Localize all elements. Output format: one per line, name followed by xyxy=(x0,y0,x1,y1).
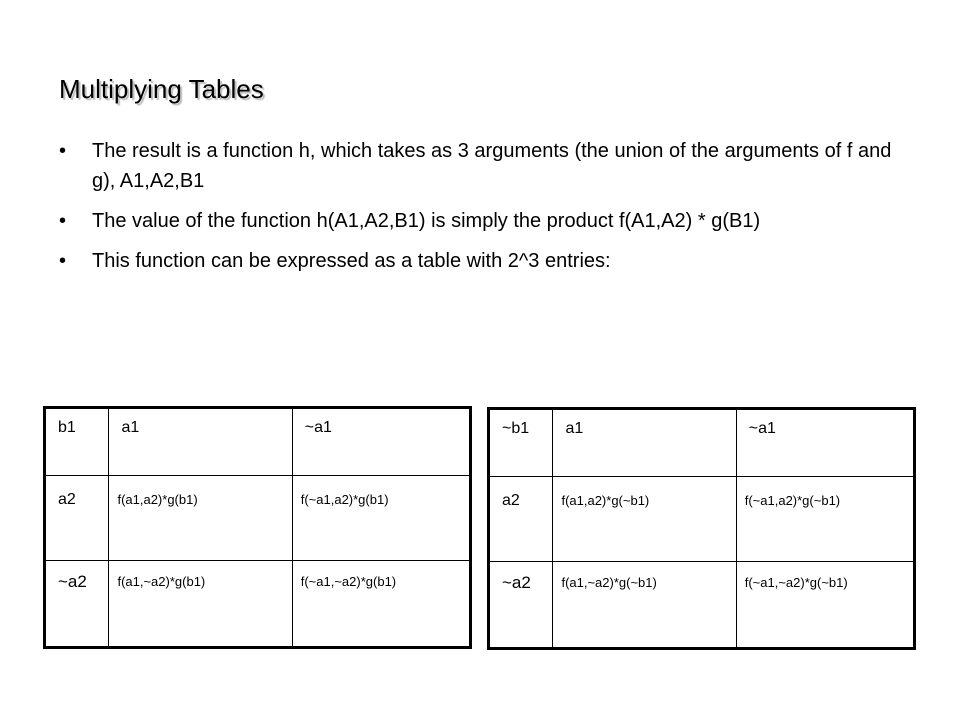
table-cell: f(a1,a2)*g(~b1) xyxy=(553,477,736,562)
bullet-marker: • xyxy=(59,250,67,272)
table-cell: f(~a1,a2)*g(~b1) xyxy=(736,477,914,562)
table-cell: f(~a1,~a2)*g(b1) xyxy=(292,561,470,648)
table-row xyxy=(45,476,471,561)
table-cell: f(a1,a2)*g(b1) xyxy=(109,476,292,561)
table-corner-cell: b1 xyxy=(45,408,109,476)
bullet-item xyxy=(59,206,919,236)
table-cell: f(~a1,~a2)*g(~b1) xyxy=(736,562,914,649)
table-cell: f(a1,~a2)*g(~b1) xyxy=(553,562,736,649)
table-header-row xyxy=(45,408,471,476)
column-header-cell: a1 xyxy=(553,409,736,477)
table-row xyxy=(489,562,915,649)
row-header-cell: a2 xyxy=(45,476,109,561)
product-table-not-b1 xyxy=(487,407,916,650)
column-header-cell: a1 xyxy=(109,408,292,476)
row-header-cell: a2 xyxy=(489,477,553,562)
row-header-cell: ~a2 xyxy=(45,561,109,648)
bullet-item xyxy=(59,246,919,276)
table-cell: f(a1,~a2)*g(b1) xyxy=(109,561,292,648)
bullet-text: The value of the function h(A1,A2,B1) is simply the product f(A1,A2) * g(B1) xyxy=(92,210,761,232)
bullet-marker: • xyxy=(59,210,67,232)
row-header-cell: ~a2 xyxy=(489,562,553,649)
bullet-text: This function can be expressed as a table with 2^3 entries: xyxy=(92,250,611,272)
column-header-cell: ~a1 xyxy=(292,408,470,476)
table-row xyxy=(489,477,915,562)
bullet-list xyxy=(59,136,919,286)
bullet-marker: • xyxy=(59,140,67,162)
product-table-b1 xyxy=(43,406,472,649)
table-cell: f(~a1,a2)*g(b1) xyxy=(292,476,470,561)
column-header-cell: ~a1 xyxy=(736,409,914,477)
bullet-text: The result is a function h, which takes as 3 arguments (the union of the arguments of f and g), A1,A2,B1 xyxy=(92,140,892,192)
slide-title: Multiplying Tables xyxy=(59,74,264,104)
table-row xyxy=(45,561,471,648)
table-header-row xyxy=(489,409,915,477)
bullet-item xyxy=(59,136,919,196)
table-corner-cell: ~b1 xyxy=(489,409,553,477)
